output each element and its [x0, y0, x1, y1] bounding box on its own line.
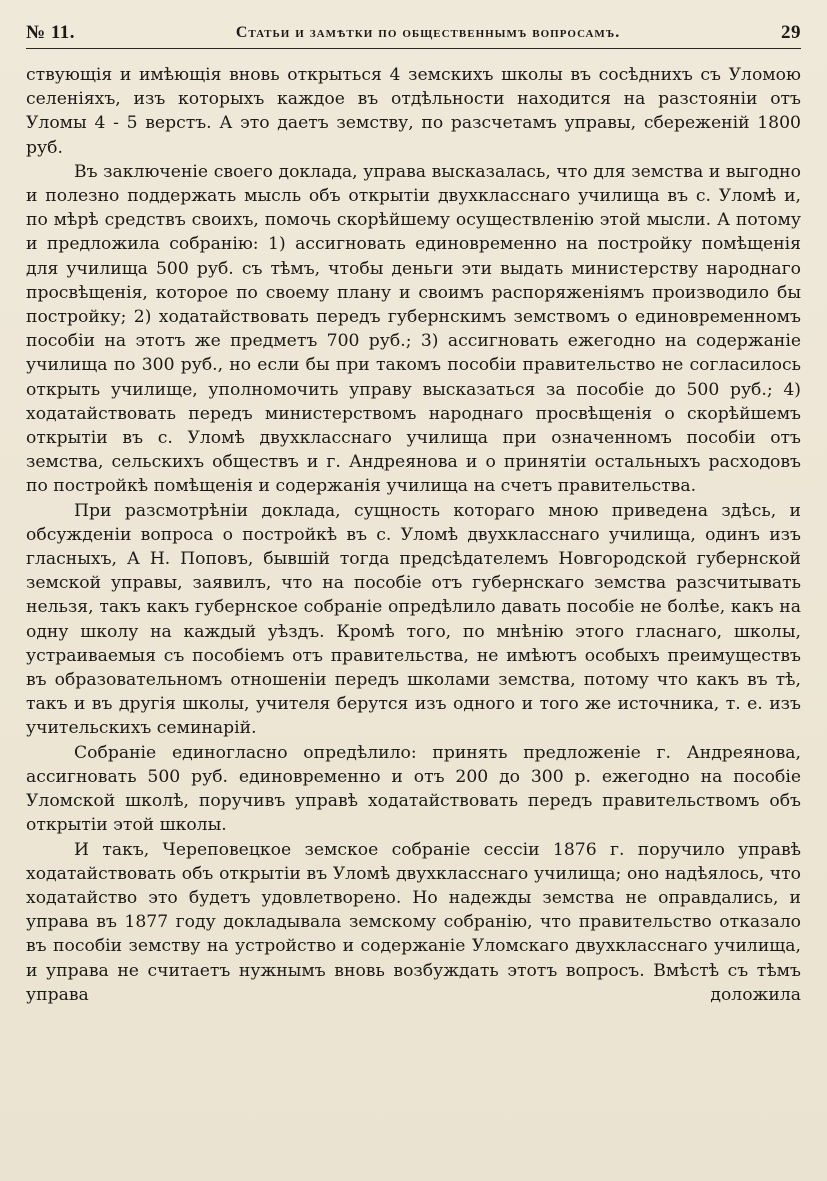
article-body: [26, 63, 801, 1007]
section-title: Статьи и замѣтки по общественнымъ вопросамъ.: [235, 24, 621, 41]
paragraph: При разсмотрѣніи доклада, сущность котораго мною приведена здѣсь, и обсужденіи вопроса о постройкѣ въ с. Уломѣ двухкласснаго училища, одинъ изъ гласныхъ, А Н. Поповъ, бывшій тогда предсѣдателемъ Новгородской губернской земской управы, заявилъ, что на пособіе отъ губернскаго земства разсчитывать нельзя, такъ какъ губернское собраніе опредѣлило давать пособіе не болѣе, какъ на одну школу на каждый уѣздъ. Кромѣ того, по мнѣнію этого гласнаго, школы, устраиваемыя съ пособіемъ отъ правительства, не имѣютъ особыхъ преимуществъ въ образовательномъ отношеніи передъ школами земства, потому что какъ въ тѣ, такъ и въ другія школы, учителя берутся изъ одного и того же источника, т. е. изъ учительскихъ семинарій.: [26, 500, 801, 739]
page-number: 29: [780, 22, 801, 43]
paragraph: И такъ, Череповецкое земское собраніе сессіи 1876 г. поручило управѣ ходатайствовать объ открытіи въ Уломѣ двухкласснаго училища; оно надѣялось, что ходатайство это будетъ удовлетворено. Но надежды земства не оправдались, и управа въ 1877 году докладывала земскому собранію, что правительство отказало въ пособіи земству на устройство и содержаніе Уломскаго двухкласснаго училища, и управа не считаетъ нужнымъ вновь возбуждать этотъ вопросъ. Вмѣстѣ съ тѣмъ управа доложила: [26, 839, 801, 1005]
paragraph: Собраніе единогласно опредѣлило: принять предложеніе г. Андреянова, ассигновать 500 руб. единовременно и отъ 200 до 300 р. ежегодно на пособіе Уломской школѣ, поручивъ управѣ ходатайствовать передъ правительствомъ объ открытіи этой школы.: [26, 742, 801, 836]
header-rule: [26, 48, 801, 49]
paragraph: ствующія и имѣющія вновь открыться 4 земскихъ школы въ сосѣднихъ съ Уломою селеніяхъ, изъ которыхъ каждое въ отдѣльности находится на разстояніи отъ Уломы 4 - 5 верстъ. А это даетъ земству, по разсчетамъ управы, сбереженій 1800 руб.: [26, 65, 801, 158]
issue-number: № 11.: [26, 22, 76, 43]
paragraph: Въ заключеніе своего доклада, управа высказалась, что для земства и выгодно и полезно поддержать мысль объ открытіи двухкласснаго училища въ с. Уломѣ и, по мѣрѣ средствъ своихъ, помочь скорѣйшему осуществленію этой мысли. А потому и предложила собранію: 1) ассигновать единовременно на постройку помѣщенія для училища 500 руб. съ тѣмъ, чтобы деньги эти выдать министерству народнаго просвѣщенія, которое по своему плану и своимъ распоряженіямъ производило бы постройку; 2) ходатайствовать передъ губернскимъ земствомъ о единовременномъ пособіи на этотъ же предметъ 700 руб.; 3) ассигновать ежегодно на содержаніе училища по 300 руб., но если бы при такомъ пособіи правительство не согласилось открыть училище, уполномочить управу высказаться за пособіе до 500 руб.; 4) ходатайствовать передъ министерствомъ народнаго просвѣщенія о скорѣйшемъ открытіи въ с. Уломѣ двухкласснаго училища при означенномъ пособіи отъ земства, сельскихъ обществъ и г. Андреянова и о принятіи остальныхъ расходовъ по постройкѣ помѣщенія и содержанія училища на счетъ правительства.: [26, 161, 801, 497]
running-header: [26, 18, 801, 48]
